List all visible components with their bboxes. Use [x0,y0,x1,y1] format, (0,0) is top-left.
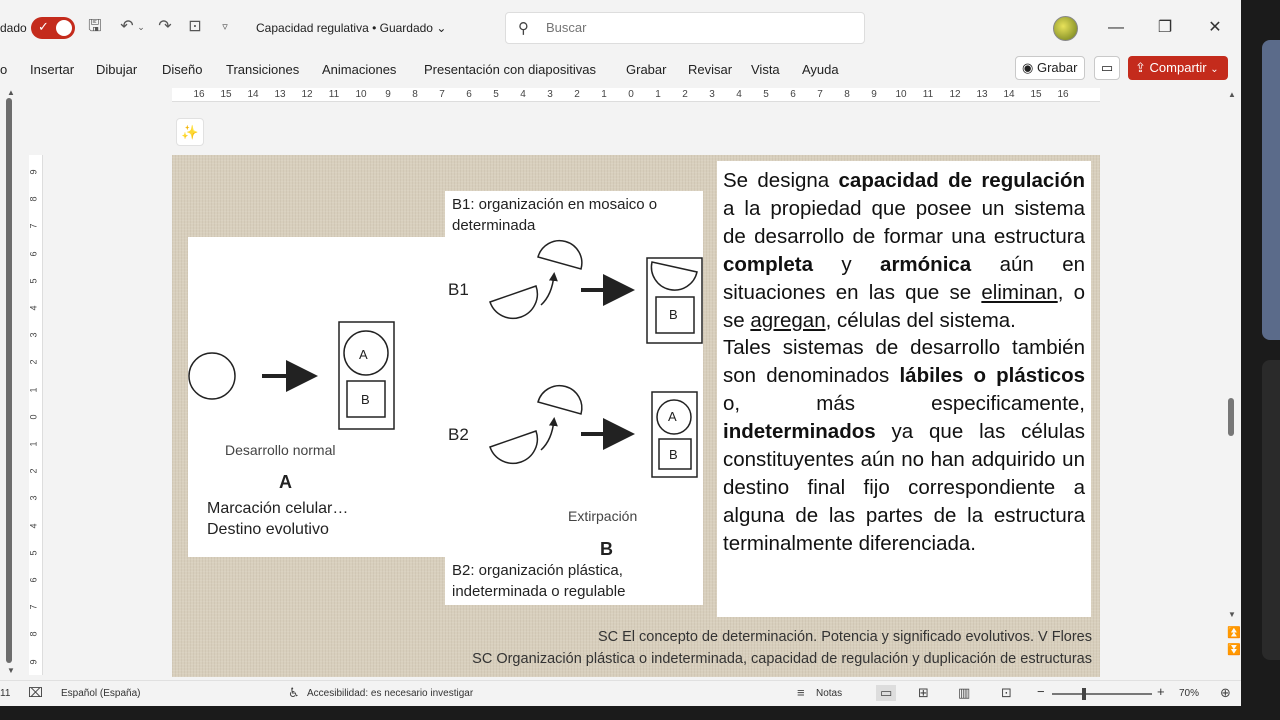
status-bar [0,680,1241,706]
ruler-tick-label: 11 [922,89,934,100]
ruler-tick-label: 9 [871,89,877,100]
tab-slideshow[interactable]: Presentación con diapositivas [424,62,596,77]
scroll-up-icon[interactable]: ▲ [1228,90,1236,99]
ruler-tick-label: 5 [28,278,39,284]
ruler-tick-label: 2 [574,89,580,100]
zoom-out-button[interactable]: − [1037,684,1045,699]
ruler-tick-label: 3 [709,89,715,100]
ruler-tick-label: 13 [976,89,988,100]
ruler-tick-label: 2 [28,468,39,474]
zoom-level[interactable]: 70% [1179,688,1200,699]
spellcheck-icon[interactable]: ⌧ [28,685,43,700]
ruler-tick-label: 4 [520,89,526,100]
undo-icon[interactable]: ↶ [120,18,134,35]
record-icon: ◉ [1022,60,1034,75]
check-icon: ✓ [38,19,49,34]
search-input[interactable] [546,20,846,35]
ruler-tick-label: 15 [220,89,232,100]
zoom-slider-thumb[interactable] [1082,688,1086,700]
ruler-tick-label: 3 [547,89,553,100]
definition-textbox[interactable] [717,161,1091,617]
ruler-tick-label: 3 [28,332,39,338]
b2-caption-line2: indeterminada o regulable [452,583,626,600]
autosave-toggle[interactable] [31,17,75,39]
ruler-tick-label: 2 [682,89,688,100]
ruler-tick-label: 6 [466,89,472,100]
avatar[interactable] [1053,16,1078,41]
ruler-tick-label: 9 [28,169,39,175]
marcacion-line1: Marcación celular… [207,500,349,517]
cell-a-label: A [359,347,368,362]
redo-icon[interactable]: ↷ [158,18,172,35]
notes-button[interactable]: Notas [816,688,843,699]
b2-label: B2 [448,425,469,444]
ruler-tick-label: 12 [301,89,313,100]
previous-slide-icon[interactable]: ⏫ [1227,627,1241,639]
chevron-down-icon: ⌄ [436,21,447,35]
ruler-tick-label: 5 [493,89,499,100]
ruler-tick-label: 14 [247,89,259,100]
comments-button[interactable] [1094,56,1120,80]
zoom-in-button[interactable]: + [1157,684,1165,699]
b1-label: B1 [448,280,469,299]
ruler-tick-label: 3 [28,495,39,501]
letter-a: A [279,472,292,492]
footer-reference-2: SC Organización plástica o indeterminada, capacidad de regulación y duplicación de estructuras [472,651,1092,667]
tab-design[interactable]: Diseño [162,62,203,77]
slide-number: 11 [0,688,11,699]
save-icon[interactable]: 🖫 [88,18,102,35]
ruler-tick-label: 8 [844,89,850,100]
customize-toolbar-icon[interactable]: ▿ [222,21,228,33]
share-icon: ⇪ [1135,60,1146,75]
b1-caption-line2: determinada [452,217,536,234]
ruler-tick-label: 0 [28,414,39,420]
ribbon-tabs [0,56,1241,86]
tab-record[interactable]: Grabar [626,62,667,77]
cell-b2a-label: A [668,409,677,424]
record-button[interactable]: ◉ Grabar [1015,56,1085,80]
b2-lower-half [490,431,537,463]
language-indicator[interactable]: Español (España) [61,688,141,699]
cell-b2b-label: B [669,447,678,462]
tab-insert[interactable]: Insertar [30,62,75,77]
ruler-tick-label: 7 [28,223,39,229]
slideshow-view-icon[interactable]: ⊡ [1001,685,1012,700]
footer-reference-1: SC El concepto de determinación. Potencia y significado evolutivos. V Flores [597,629,1092,645]
normal-view-icon[interactable]: ▭ [876,685,896,701]
close-button[interactable]: ✕ [1208,19,1222,36]
adjacent-window-edge [1262,40,1280,340]
ruler-tick-label: 8 [28,196,39,202]
vertical-ruler [29,155,43,675]
accessibility-icon[interactable]: ♿ [288,685,300,700]
tab-view[interactable]: Vista [751,62,780,77]
ruler-tick-label: 9 [28,659,39,665]
adjacent-window-edge-lower [1262,360,1280,660]
present-icon[interactable]: ⊡ [188,18,202,35]
ruler-tick-label: 7 [817,89,823,100]
search-box[interactable] [505,12,865,44]
document-title[interactable]: Capacidad regulativa • Guardado ⌄ [256,21,447,35]
ruler-tick-label: 1 [601,89,607,100]
ruler-tick-label: 15 [1030,89,1042,100]
b2-upper-half [538,386,582,414]
zoom-slider[interactable] [1052,693,1152,695]
extirpacion-caption: Extirpación [568,508,638,524]
b1-upper-half [538,241,582,269]
letter-b: B [600,539,613,559]
next-slide-icon[interactable]: ⏬ [1227,644,1241,656]
ruler-tick-label: 7 [439,89,445,100]
ruler-tick-label: 7 [28,604,39,610]
ruler-tick-label: 4 [28,305,39,311]
normal-caption: Desarrollo normal [225,442,336,458]
ruler-tick-label: 11 [328,89,340,100]
ruler-tick-label: 8 [412,89,418,100]
ruler-tick-label: 4 [736,89,742,100]
comment-icon: ▭ [1100,60,1114,75]
reading-view-icon[interactable]: ▥ [958,685,971,700]
egg-circle [189,353,235,399]
ruler-tick-label: 1 [28,441,39,447]
scroll-down-icon[interactable]: ▼ [1228,610,1236,619]
scroll-down-icon[interactable]: ▼ [7,666,15,675]
ruler-tick-label: 10 [355,89,367,100]
slide-sorter-icon[interactable]: ⊞ [918,685,929,700]
ruler-tick-label: 16 [193,89,205,100]
tab-file[interactable]: o [0,62,8,77]
tab-help[interactable]: Ayuda [802,62,839,77]
share-button[interactable]: ⇪ Compartir ⌄ [1128,56,1228,80]
ruler-tick-label: 16 [1057,89,1069,100]
ruler-tick-label: 4 [28,523,39,529]
ruler-tick-label: 8 [28,631,39,637]
search-icon: ⚲ [518,20,529,37]
ruler-tick-label: 1 [655,89,661,100]
ruler-tick-label: 9 [385,89,391,100]
restore-button[interactable]: ❐ [1157,19,1173,36]
notes-icon[interactable]: ≡ [797,685,805,700]
minimize-button[interactable]: — [1108,19,1124,36]
ruler-tick-label: 14 [1003,89,1015,100]
toggle-knob [56,20,72,36]
cell-b1-label: B [669,307,678,322]
b1-caption-line1: B1: organización en mosaico o [452,196,658,213]
designer-button[interactable] [176,118,204,146]
ruler-tick-label: 12 [949,89,961,100]
tab-draw[interactable]: Dibujar [96,62,138,77]
horizontal-ruler [172,88,1100,102]
scroll-up-icon[interactable]: ▲ [7,88,15,97]
b2-caption-line1: B2: organización plástica, [452,562,623,579]
accessibility-status[interactable]: Accesibilidad: es necesario investigar [307,688,474,699]
ruler-tick-label: 10 [895,89,907,100]
autosave-label: dado [0,21,27,35]
paragraph-2: Tales sistemas de desarrollo también son denominados lábiles o plásticos o, más especificamente, indeterminados ya que las células constituyentes aún no han adquirido un destino final fijo correspondiente a alguna de las partes de la estructura terminalmente diferenciada. [723,336,1085,555]
ruler-tick-label: 5 [28,550,39,556]
b1-lower-half [490,286,537,318]
ruler-tick-label: 0 [628,89,634,100]
paragraph-1: Se designa capacidad de regulación a la propiedad que posee un sistema de desarrollo de formar una estructura completa y armónica aún en situaciones en las que se eliminan, o se agregan, células del sistema. [723,169,1086,332]
thumbnail-scrollbar[interactable] [6,98,12,663]
ruler-tick-label: 6 [28,577,39,583]
tab-animations[interactable]: Animaciones [322,62,397,77]
chevron-down-icon: ⌄ [1210,64,1219,75]
ruler-tick-label: 13 [274,89,286,100]
undo-dropdown-icon[interactable]: ⌄ [137,22,145,32]
ruler-tick-label: 5 [763,89,769,100]
tab-review[interactable]: Revisar [688,62,733,77]
slide-canvas[interactable] [172,155,1100,677]
slide-scrollbar[interactable] [1228,398,1234,436]
title-bar [0,0,1241,56]
ruler-tick-label: 1 [28,387,39,393]
marcacion-line2: Destino evolutivo [207,521,329,538]
ruler-tick-label: 6 [790,89,796,100]
tab-transitions[interactable]: Transiciones [226,62,300,77]
cell-b-label: B [361,392,370,407]
ruler-tick-label: 6 [28,251,39,257]
fit-to-window-icon[interactable]: ⊕ [1220,685,1231,700]
sparkle-icon: ✨ [181,124,199,140]
ruler-tick-label: 2 [28,359,39,365]
